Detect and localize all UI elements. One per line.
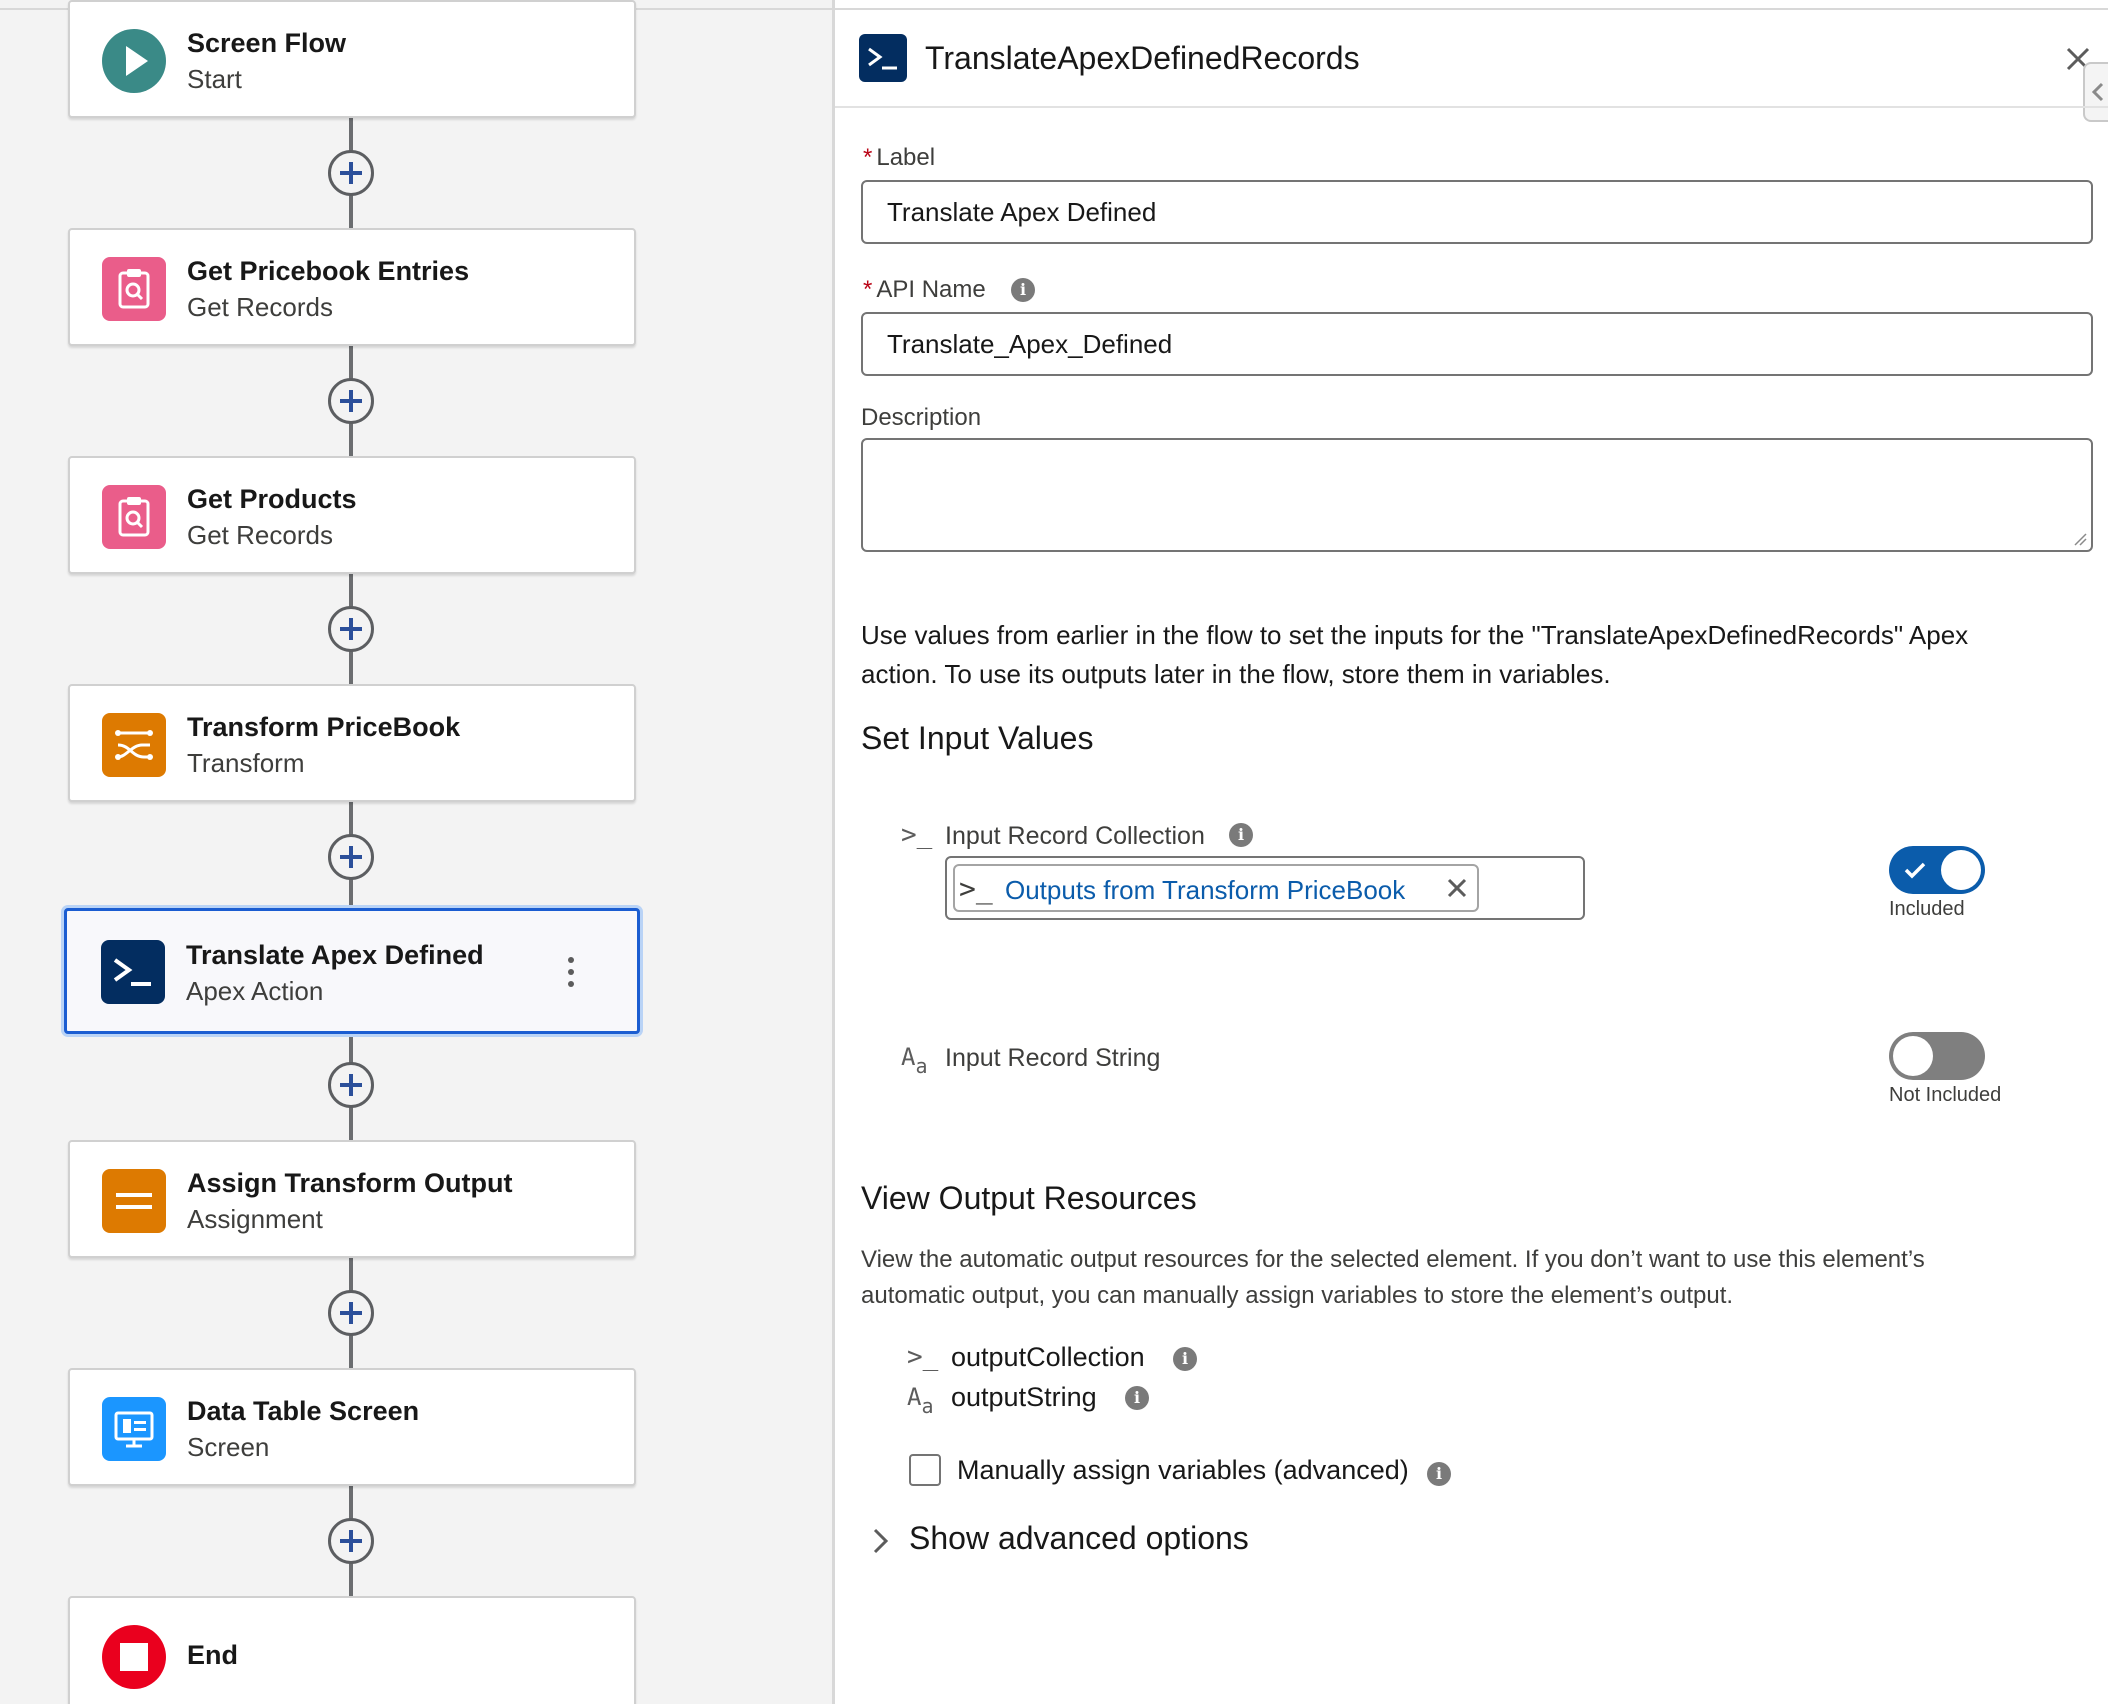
collection-type-icon: >_ xyxy=(959,872,993,905)
node-type: Assignment xyxy=(187,1204,323,1234)
toggle-knob xyxy=(1941,850,1981,890)
apex-icon xyxy=(101,940,165,1004)
add-element-button[interactable] xyxy=(328,1062,374,1108)
node-type: Start xyxy=(187,64,242,94)
node-title: Screen Flow xyxy=(187,28,347,58)
intro-text xyxy=(861,616,2071,694)
toggle-status: Not Included xyxy=(1889,1084,2002,1106)
add-element-button[interactable] xyxy=(328,378,374,424)
collection-type-icon: >_ xyxy=(901,820,933,850)
flow-node-translate-apex-defined[interactable] xyxy=(64,908,640,1034)
required-indicator: * xyxy=(863,276,873,303)
panel-title: TranslateApexDefinedRecords xyxy=(925,40,1360,76)
intro-text-line: Use values from earlier in the flow to set the inputs for the "TranslateApexDefinedRecords" Apex xyxy=(861,620,1969,650)
collection-type-icon: >_ xyxy=(907,1342,939,1372)
properties-panel xyxy=(832,0,2108,1704)
apex-icon xyxy=(859,34,907,82)
flow-node-transform-pricebook[interactable] xyxy=(68,684,636,802)
toggle-status: Included xyxy=(1889,898,1965,920)
transform-icon xyxy=(102,713,166,777)
description-textarea[interactable] xyxy=(861,438,2093,552)
api-name-field-label xyxy=(863,276,986,304)
flow-node-get-pricebook-entries[interactable] xyxy=(68,228,636,346)
flow-node-end[interactable] xyxy=(68,1596,636,1704)
flow-node-start[interactable] xyxy=(68,0,636,118)
get-records-icon xyxy=(102,257,166,321)
node-type: Get Records xyxy=(187,520,333,550)
output-collection-label: outputCollection xyxy=(951,1342,1145,1372)
flow-node-data-table-screen[interactable] xyxy=(68,1368,636,1486)
add-element-button[interactable] xyxy=(328,150,374,196)
node-title: Data Table Screen xyxy=(187,1396,420,1426)
chevron-right-icon[interactable] xyxy=(869,1526,891,1556)
get-records-icon xyxy=(102,485,166,549)
text-type-icon: $A_a$ xyxy=(907,1383,934,1418)
input-record-collection-toggle[interactable] xyxy=(1889,846,1985,894)
text-type-icon: $A_a$ xyxy=(901,1043,928,1078)
node-title: Translate Apex Defined xyxy=(186,940,484,970)
add-element-button[interactable] xyxy=(328,1290,374,1336)
output-resources-text xyxy=(861,1242,2061,1314)
flow-node-get-products[interactable] xyxy=(68,456,636,574)
label-field-label xyxy=(863,144,935,172)
info-icon[interactable]: i xyxy=(1125,1386,1149,1410)
pill-label: Outputs from Transform PriceBook xyxy=(1005,875,1406,905)
output-text-line: automatic output, you can manually assign variables to store the element’s output. xyxy=(861,1282,1734,1309)
input-record-collection-label: Input Record Collection xyxy=(945,822,1205,850)
node-title: Get Products xyxy=(187,484,357,514)
show-advanced-options-toggle[interactable]: Show advanced options xyxy=(909,1520,1249,1556)
divider xyxy=(835,8,2108,10)
info-icon[interactable]: i xyxy=(1229,823,1253,847)
manual-assign-checkbox[interactable] xyxy=(909,1454,941,1486)
label-field-text: Label xyxy=(876,144,936,171)
output-text-line: View the automatic output resources for the selected element. If you don’t want to use this element’s xyxy=(861,1246,1925,1273)
play-icon xyxy=(102,29,166,93)
more-actions-icon[interactable] xyxy=(567,957,575,987)
selected-resource-pill[interactable] xyxy=(953,864,1479,912)
flow-node-assign-transform-output[interactable] xyxy=(68,1140,636,1258)
node-type: Screen xyxy=(187,1432,270,1462)
add-element-button[interactable] xyxy=(328,606,374,652)
description-field-label: Description xyxy=(861,404,982,431)
intro-text-line: action. To use its outputs later in the flow, store them in variables. xyxy=(861,659,1611,689)
node-title: Transform PriceBook xyxy=(187,712,461,742)
label-input[interactable]: Translate Apex Defined xyxy=(861,180,2093,244)
node-type: Transform xyxy=(187,748,305,778)
divider xyxy=(835,106,2108,108)
node-type: Apex Action xyxy=(186,976,324,1006)
set-input-heading: Set Input Values xyxy=(861,720,1094,756)
node-title: End xyxy=(187,1640,238,1670)
add-element-button[interactable] xyxy=(328,1518,374,1564)
output-resources-heading: View Output Resources xyxy=(861,1180,1197,1216)
node-title: Assign Transform Output xyxy=(187,1168,513,1198)
panel-collapse-tab[interactable] xyxy=(2083,62,2108,122)
input-record-collection-combobox[interactable] xyxy=(945,856,1585,920)
manual-assign-label: Manually assign variables (advanced) xyxy=(957,1455,1409,1485)
add-element-button[interactable] xyxy=(328,834,374,880)
node-type: Get Records xyxy=(187,292,333,322)
stop-icon xyxy=(102,1625,166,1689)
required-indicator: * xyxy=(863,144,873,171)
toggle-knob xyxy=(1893,1036,1933,1076)
info-icon[interactable]: i xyxy=(1011,278,1035,302)
output-string-label: outputString xyxy=(951,1382,1097,1412)
assignment-icon xyxy=(102,1169,166,1233)
input-record-string-toggle[interactable] xyxy=(1889,1032,1985,1080)
screen-icon xyxy=(102,1397,166,1461)
input-record-string-label: Input Record String xyxy=(945,1044,1161,1072)
api-name-input[interactable]: Translate_Apex_Defined xyxy=(861,312,2093,376)
flow-canvas[interactable] xyxy=(0,0,832,1704)
remove-icon[interactable] xyxy=(1443,874,1471,902)
info-icon[interactable]: i xyxy=(1173,1347,1197,1371)
api-name-field-text: API Name xyxy=(876,276,986,303)
info-icon[interactable]: i xyxy=(1427,1462,1451,1486)
node-title: Get Pricebook Entries xyxy=(187,256,470,286)
